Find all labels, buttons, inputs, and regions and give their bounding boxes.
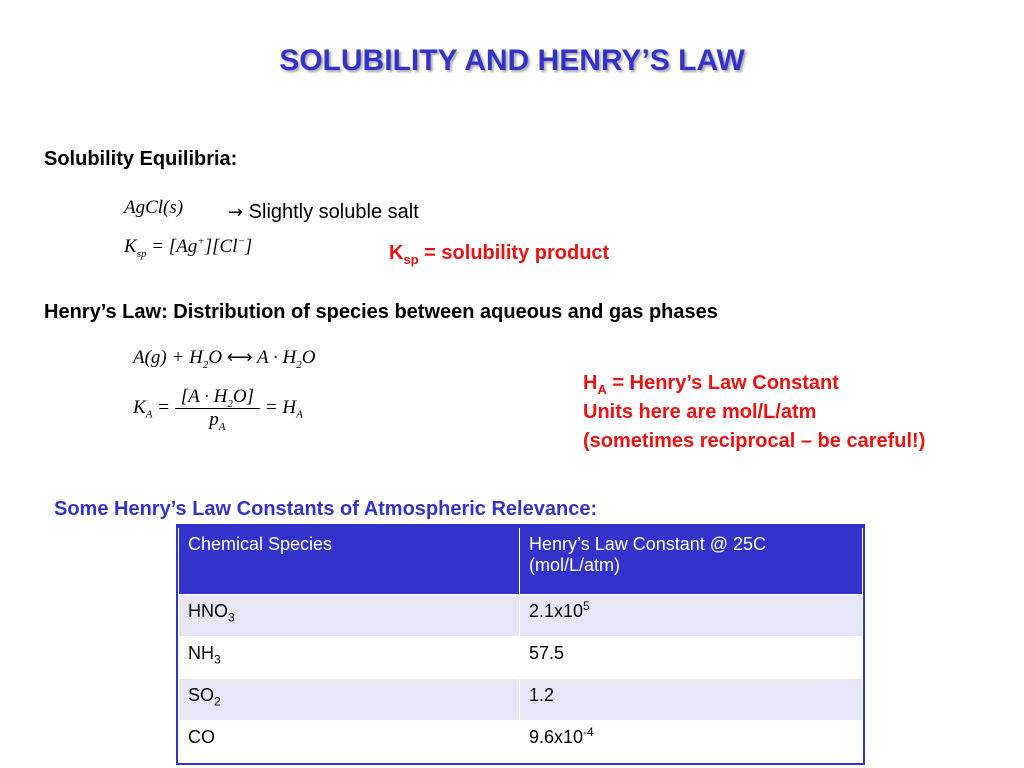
ka-equals: =	[157, 396, 170, 418]
ka-equals-h: = H	[264, 396, 297, 418]
ksp-rhs-sup2: −	[237, 235, 245, 248]
species-cell: CO	[179, 721, 520, 763]
table-row	[179, 721, 863, 763]
ka-subscript: A	[145, 408, 153, 421]
table-row	[179, 679, 863, 721]
value-cell: $2.1x10^5$	[520, 595, 863, 637]
henry-reaction	[133, 347, 316, 369]
species-cell: $NH_3$	[179, 637, 520, 679]
ka-symbol: K	[133, 396, 146, 418]
species-cell: $SO_2$	[179, 679, 520, 721]
ksp-def-text: = solubility product	[418, 242, 610, 264]
ka-equation	[133, 386, 303, 431]
value-cell: $9.6x10^{-4}$	[520, 721, 863, 763]
ksp-def-subscript: sp	[403, 252, 419, 267]
henry-def-line2: Units here are mol/L/atm	[583, 401, 817, 423]
species-cell: $HNO_3$	[179, 595, 520, 637]
ksp-equation	[124, 236, 252, 258]
value-cell: 57.5	[520, 637, 863, 679]
page-title: SOLUBILITY AND HENRY’S LAW	[279, 44, 745, 77]
reaction-right-sub: 2	[296, 358, 302, 371]
ka-denominator: $p_A$	[209, 409, 226, 433]
agcl-equation: AgCl(s)	[124, 197, 184, 218]
header-constant: Henry’s Law Constant @ 25C (mol/L/atm)	[520, 527, 863, 595]
henry-constants-table	[178, 526, 863, 763]
reaction-right: A · H	[257, 347, 297, 368]
henry-def-line3: (sometimes reciprocal – be careful!)	[583, 430, 926, 452]
value-cell: 1.2	[520, 679, 863, 721]
table-row	[179, 637, 863, 679]
table-heading: Some Henry’s Law Constants of Atmospheric Relevance:	[54, 498, 598, 520]
henry-def-line1: $H_A$ = Henry’s Law Constant	[583, 372, 839, 397]
header-species: Chemical Species	[179, 527, 520, 595]
ksp-rhs-sup1: +	[197, 235, 205, 248]
ksp-rhs-part3: ]	[244, 236, 253, 257]
ka-numerator: $[A \cdot H_2O]$	[175, 386, 260, 409]
henry-definition	[583, 369, 925, 456]
reaction-left-2: O	[208, 347, 223, 368]
henry-heading: Henry’s Law: Distribution of species between aqueous and gas phases	[44, 301, 718, 323]
reaction-right-2: O	[301, 347, 316, 368]
agcl-note-text: Slightly soluble salt	[248, 201, 419, 223]
ksp-rhs-part1: = [Ag	[151, 236, 198, 257]
right-arrow-icon: →	[228, 202, 244, 223]
table-header-row	[179, 527, 863, 595]
solubility-heading: Solubility Equilibria:	[44, 148, 238, 170]
ksp-symbol: K	[124, 236, 137, 257]
table-row	[179, 595, 863, 637]
ksp-def-symbol: K	[389, 242, 404, 264]
reaction-left-sub: 2	[202, 358, 209, 371]
agcl-note	[228, 201, 419, 224]
ka-fraction	[175, 386, 260, 431]
ksp-rhs-part2: ][Cl	[204, 236, 238, 257]
equilibrium-arrow-icon: ⟷	[226, 347, 253, 368]
ka-h-subscript: A	[296, 408, 303, 421]
ksp-subscript: sp	[136, 247, 147, 260]
reaction-left: A(g) + H	[133, 347, 203, 368]
ksp-definition	[389, 242, 609, 265]
